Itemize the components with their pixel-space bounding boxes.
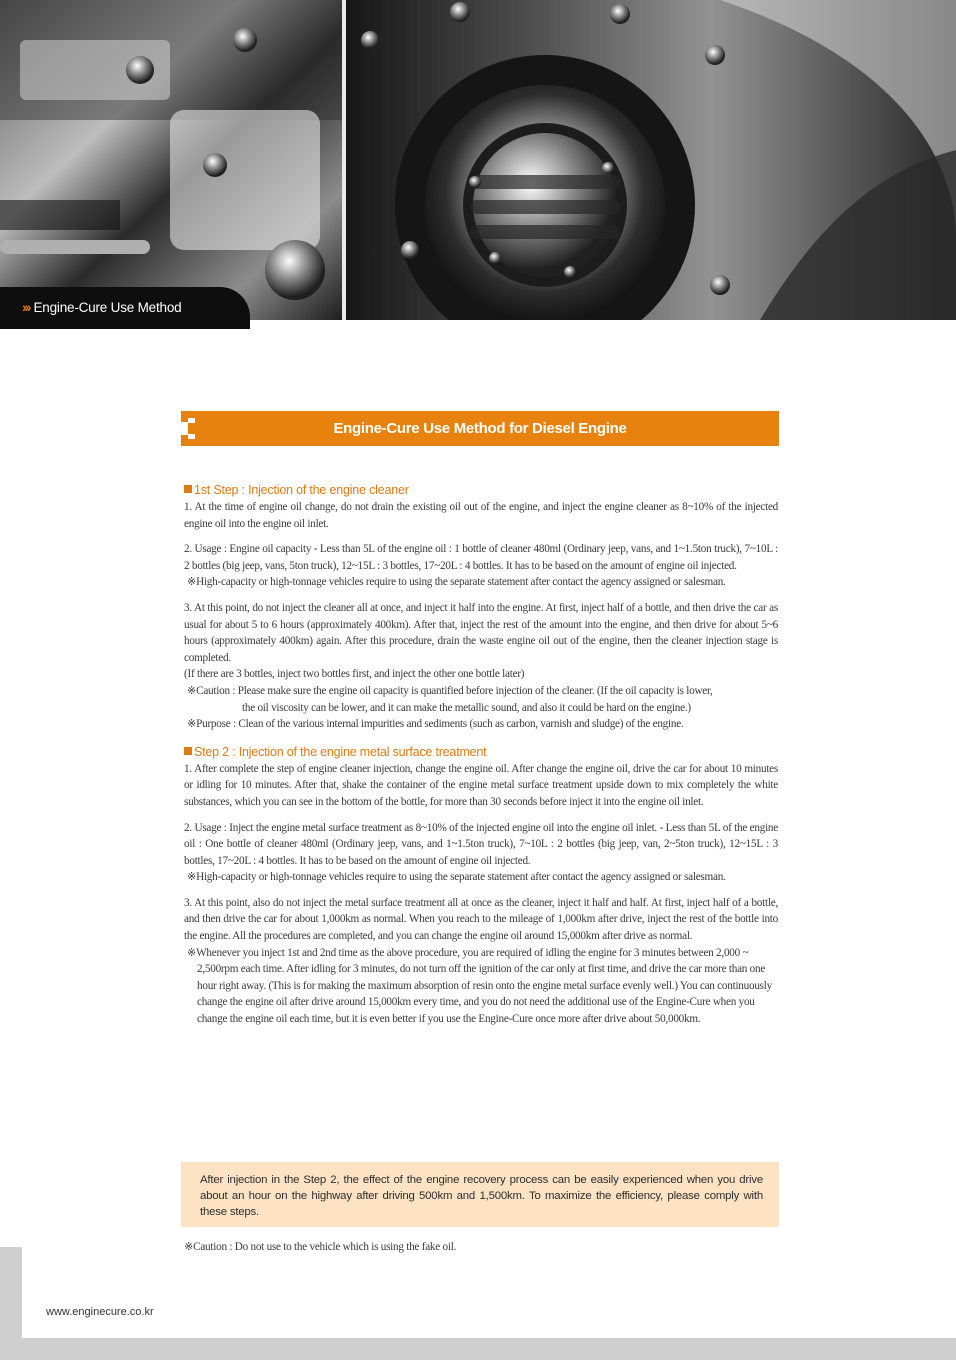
step1-heading-text: 1st Step : Injection of the engine cleaner [194, 483, 409, 497]
step1-caution-b: the oil viscosity can be lower, and it can make the metallic sound, and also it could be hard on the engine.) [242, 701, 691, 714]
chevron-right-icon: ››› [22, 300, 30, 315]
step1-caution-a: ※Caution : Please make sure the engine oil capacity is quantified before injection of the cleaner. (If the oil capacity is lower, [187, 684, 713, 697]
step1-paragraph-3: 3. At this point, do not inject the cleaner all at once, and inject it half into the engine. At first, inject half of a bottle, and then drive the car as usual for about 5 to 6 hours (approximately 400km). After that, inject the rest of the amount into the engine, and then drive for about 5~6 hours (approximately 400km) again. After this procedure, drain the waste engine oil out of the engine, then the cleaner injection stage is completed. [184, 601, 778, 664]
step2-note: ※High-capacity or high-tonnage vehicles require to using the separate statement after contact the agency assigned or salesman. [187, 871, 726, 884]
step2-paragraph-1: 1. After complete the step of engine cleaner injection, change the engine oil. After change the engine oil, drive the car for about 10 minutes or idling for 10 minutes. After that, shake the container of the engine metal surface treatment upside down to mix completely the white substances, which you can see in the bottom of the bottle, for more than 30 seconds before inject it into the engine oil inlet. [184, 762, 778, 808]
highlight-box: After injection in the Step 2, the effect of the engine recovery process can be easily experienced when you drive about an hour on the highway after driving 500km and 1,500km. To maximize the efficiency, please comply with these steps. [181, 1162, 779, 1227]
bracket-icon [181, 422, 188, 435]
step1-paragraph-3b: (If there are 3 bottles, inject two bottles first, and inject the other one bottle later) [184, 668, 525, 681]
footer-url[interactable]: www.enginecure.co.kr [46, 1306, 154, 1318]
page-title: Engine-Cure Use Method for Diesel Engine [333, 420, 627, 437]
bracket-tick-bottom [188, 434, 195, 439]
section-label [22, 300, 181, 315]
square-bullet-icon [184, 747, 192, 755]
bracket-tick-top [188, 418, 195, 423]
step2-heading-text: Step 2 : Injection of the engine metal surface treatment [194, 744, 487, 759]
step1-note: ※High-capacity or high-tonnage vehicles require to using the separate statement after contact the agency assigned or salesman. [187, 576, 726, 589]
section-label-text: Engine-Cure Use Method [33, 300, 182, 315]
footer-bottom-strip [0, 1338, 956, 1360]
square-bullet-icon [184, 485, 192, 493]
hero-image [0, 0, 956, 320]
step2-paragraph-3: 3. At this point, also do not inject the metal surface treatment all at once as the cleaner, inject it half and half. At first, inject half of a bottle, and then drive the car for about 1,000km as normal. When you reach to the mileage of 1,000km after drive, inject the rest of the bottle into the engine. All the procedures are completed, and you can change the engine oil around 15,000km after drive as normal. [184, 896, 778, 943]
step1-heading [184, 482, 778, 498]
step1-purpose: ※Purpose : Clean of the various internal impurities and sediments (such as carbon, varnish and sludge) of the engine. [187, 718, 684, 731]
step1-paragraph-2: 2. Usage : Engine oil capacity - Less than 5L of the engine oil : 1 bottle of cleaner 480ml (Ordinary jeep, vans, and 1~1.5ton truck), 7~10L : 2 bottles (big jeep, vans, 5ton truck), 12~15L : 3 bottles, 17~20L : 4 bottles. It has to be based on the amount of engine oil injected. [184, 543, 778, 572]
instructions [184, 482, 778, 1028]
step2-note-2: ※Whenever you inject 1st and 2nd time as the above procedure, you are required of idling the engine for 3 minutes between 2,000 ~ 2,500rpm each time. After idling for 3 minutes, do not turn off the ignition of the car only at first time, and drive the car more than one hour right away. (This is for making the maximum absorption of resin onto the engine metal surface evenly well.) You can continuously change the engine oil after drive around 15,000km every time, and you do not need the additional use of the Engine-Cure when you change the engine oil each time, but it is even better if you use the Engine-Cure once more after drive about 50,000km. [187, 946, 772, 1026]
final-caution: ※Caution : Do not use to the vehicle which is using the fake oil. [184, 1241, 457, 1253]
step1-paragraph-1: 1. At the time of engine oil change, do not drain the existing oil out of the engine, and inject the engine cleaner as 8~10% of the injected engine oil into the engine oil inlet. [184, 501, 778, 530]
step2-heading [184, 744, 778, 760]
step2-paragraph-2: 2. Usage : Inject the engine metal surface treatment as 8~10% of the injected engine oil into the engine oil inlet. - Less than 5L of the engine oil : One bottle of cleaner 480ml (Ordinary jeep, vans, and 1~1.5ton truck), 7~10L : 2 bottles (big jeep, van, 2~5ton truck), 12~15L : 3 bottles, 17~20L : 4 bottles. It has to be based on the amount of engine oil injected. [184, 821, 778, 867]
section-title-bar [181, 411, 779, 446]
engine-photo [0, 0, 956, 320]
